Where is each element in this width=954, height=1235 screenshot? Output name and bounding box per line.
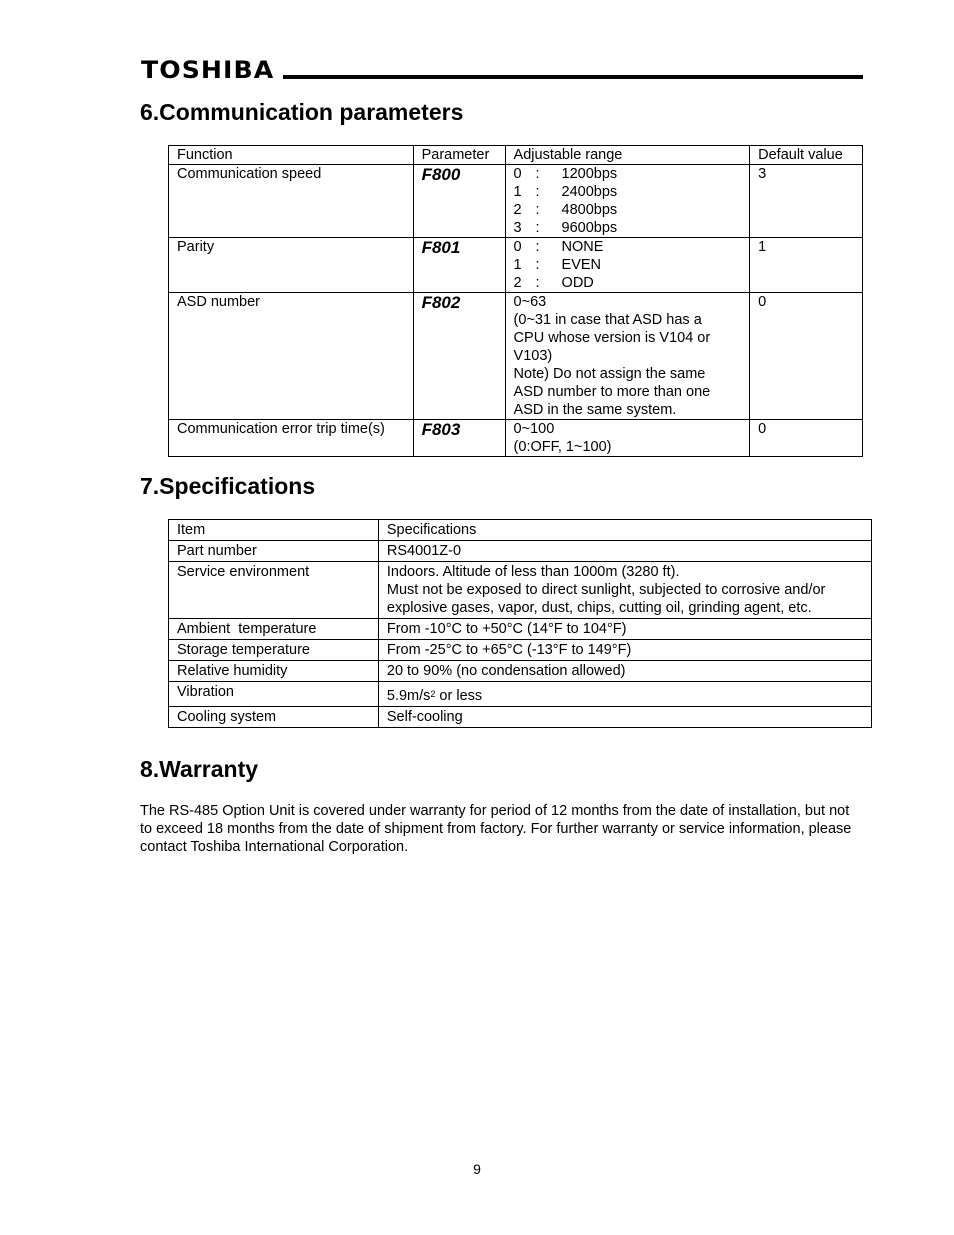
communication-parameters-table xyxy=(168,145,863,457)
range-line: 0 : 1200bps xyxy=(513,166,618,182)
range-line: 2 : ODD xyxy=(513,275,594,291)
table-row xyxy=(169,707,872,728)
item-cell: Ambient temperature xyxy=(169,619,379,640)
parameter-cell: F801 xyxy=(413,238,505,293)
item-cell: Part number xyxy=(169,541,379,562)
header-cell: Default value xyxy=(750,146,863,165)
header-cell: Parameter xyxy=(413,146,505,165)
table-row xyxy=(169,238,863,293)
default-cell: 1 xyxy=(750,238,863,293)
spec-cell: From -25°C to +65°C (-13°F to 149°F) xyxy=(378,640,871,661)
table-header-row xyxy=(169,520,872,541)
spec-cell: Indoors. Altitude of less than 1000m (3280 ft). Must not be exposed to direct sunlight, subjected to corrosive and/or explosive gases, vapor, dust, chips, cutting oil, grinding agent, etc. xyxy=(378,562,871,619)
item-cell: Relative humidity xyxy=(169,661,379,682)
spec-cell: Self-cooling xyxy=(378,707,871,728)
function-cell: ASD number xyxy=(169,293,414,420)
item-cell: Vibration xyxy=(169,682,379,707)
table-row xyxy=(169,420,863,457)
range-cell: 0~100 (0:OFF, 1~100) xyxy=(505,420,750,457)
section-title-communication: 6.Communication parameters xyxy=(140,99,464,125)
item-cell: Cooling system xyxy=(169,707,379,728)
section-title-specifications: 7.Specifications xyxy=(140,473,316,499)
toshiba-logo: TOSHIBA xyxy=(141,56,275,84)
table-row xyxy=(169,165,863,238)
function-cell: Communication speed xyxy=(169,165,414,238)
default-cell: 3 xyxy=(750,165,863,238)
header-rule xyxy=(283,75,863,79)
header-cell: Item xyxy=(169,520,379,541)
parameter-cell: F802 xyxy=(413,293,505,420)
range-line: 0 : NONE xyxy=(513,239,604,255)
parameter-cell: F800 xyxy=(413,165,505,238)
item-cell: Storage temperature xyxy=(169,640,379,661)
spec-cell: 20 to 90% (no condensation allowed) xyxy=(378,661,871,682)
range-cell xyxy=(505,165,750,238)
function-cell: Parity xyxy=(169,238,414,293)
range-cell xyxy=(505,238,750,293)
range-line: 1 : EVEN xyxy=(513,257,602,273)
table-row xyxy=(169,562,872,619)
default-cell: 0 xyxy=(750,293,863,420)
spec-cell: $5.9m/s^2$ or less xyxy=(378,682,871,707)
table-row xyxy=(169,640,872,661)
specifications-table xyxy=(168,519,872,728)
function-cell: Communication error trip time(s) xyxy=(169,420,414,457)
range-line: 3 : 9600bps xyxy=(513,220,618,236)
page-number: 9 xyxy=(473,1161,481,1177)
table-header-row xyxy=(169,146,863,165)
section-title-warranty: 8.Warranty xyxy=(140,756,259,782)
item-cell: Service environment xyxy=(169,562,379,619)
table-row xyxy=(169,293,863,420)
header-cell: Specifications xyxy=(378,520,871,541)
table-row xyxy=(169,619,872,640)
default-cell: 0 xyxy=(750,420,863,457)
table-row xyxy=(169,682,872,707)
spec-cell: RS4001Z-0 xyxy=(378,541,871,562)
range-cell: 0~63 (0~31 in case that ASD has a CPU whose version is V104 or V103) Note) Do not assign the same ASD number to more than one ASD in the same system. xyxy=(505,293,750,420)
table-row xyxy=(169,541,872,562)
header-cell: Function xyxy=(169,146,414,165)
spec-cell: From -10°C to +50°C (14°F to 104°F) xyxy=(378,619,871,640)
header-cell: Adjustable range xyxy=(505,146,750,165)
page-header xyxy=(141,56,863,84)
warranty-paragraph: The RS-485 Option Unit is covered under warranty for period of 12 months from the date of installation, but not to exceed 18 months from the date of shipment from factory. For further warranty or service information, please contact Toshiba International Corporation. xyxy=(140,803,852,855)
parameter-cell: F803 xyxy=(413,420,505,457)
table-row xyxy=(169,661,872,682)
range-line: 2 : 4800bps xyxy=(513,202,618,218)
range-line: 1 : 2400bps xyxy=(513,184,618,200)
